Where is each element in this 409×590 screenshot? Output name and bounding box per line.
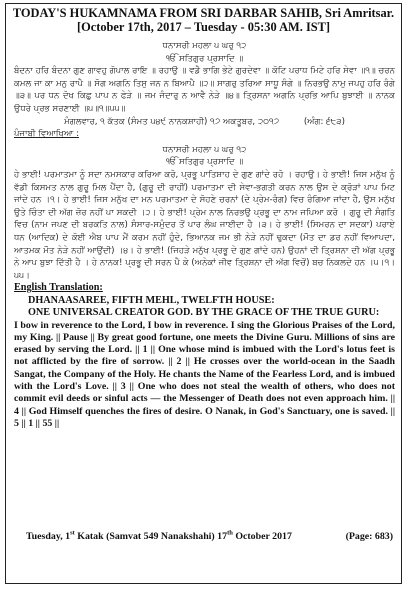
gurbani-text: ਬੰਦਨਾ ਹਰਿ ਬੰਦਨਾ ਗੁਣ ਗਾਵਹੁ ਗੋਪਾਲ ਰਾਇ ॥ ਰਹਾਉ ॥ ਵਡੈ ਭਾਗਿ ਭੇਟੇ ਗੁਰਦੇਵਾ ॥ ਕੋਟਿ ਪਰਾਧ ਮਿਟੇ ਹਰਿ ਸੇਵਾ ॥੧॥ ਚਰਨ ਕਮਲ ਜਾ ਕਾ ਮਨੁ ਰਾਪੈ ॥ ਸੋਗ ਅਗਨਿ ਤਿਸੁ ਜਨ ਨ ਬਿਆਪੈ ॥੨॥ ਸਾਗਰੁ ਤਰਿਆ ਸਾਧੂ ਸੰਗੇ ॥ ਨਿਰਭਉ ਨਾਮੁ ਜਪਹੁ ਹਰਿ ਰੰਗੇ ॥੩॥ ਪਰ ਧਨ ਦੋਖ ਕਿਛੁ ਪਾਪ ਨ ਫੇੜੇ ॥ ਜਮ ਜੰਦਾਰੁ ਨ ਆਵੈ ਨੇੜੇ ॥੪॥ ਤ੍ਰਿਸਨਾ ਅਗਨਿ ਪ੍ਰਭਿ ਆਪਿ ਬੁਝਾਈ ॥ ਨਾਨਕ ਉਧਰੇ ਪ੍ਰਭ ਸਰਣਾਈ ॥੫॥੧॥੫੫॥ xyxy=(14,66,395,114)
punjabi-mool-mantar: ੴ ਸਤਿਗੁਰ ਪ੍ਰਸਾਦਿ ॥ xyxy=(165,157,244,168)
content xyxy=(14,40,395,430)
english-invocation: ONE UNIVERSAL CREATOR GOD. BY THE GRACE OF THE TRUE GURU: xyxy=(28,307,380,319)
footer xyxy=(14,531,393,543)
gurbani-date-line xyxy=(14,116,395,129)
english-text: I bow in reverence to the Lord, I bow in reverence. I sing the Glorious Praises of the Lord, my King. || Pause || By great good fortune, one meets the Divine Guru. Millions of sins are erased by serving the Lord. || 1 || One whose mind is imbued with the Lord's lotus feet is not afflicted by the fire of sorrow. || 2 || He crosses over the world-ocean in the Saadh Sangat, the Company of the Holy. He chants the Name of the Fearless Lord, and is imbued with the Lord's Love. || 3 || One who does not steal the wealth of others, who does not commit evil deeds or sinful acts — the Messenger of Death does not even approach him. || 4 || God Himself quenches the fires of desire. O Nanak, in God's Sanctuary, one is saved. || 5 || 1 || 55 || xyxy=(14,319,395,429)
punjabi-heading: ਧਨਾਸਰੀ ਮਹਲਾ ੫ ਘਰੁ ੧੨ xyxy=(162,144,247,155)
footer-date: Tuesday, 1st Katak (Samvat 549 Nanakshahi) 17th October 2017 xyxy=(26,529,292,542)
gurbani-heading: ਧਨਾਸਰੀ ਮਹਲਾ ੫ ਘਰੁ ੧੨ xyxy=(162,41,247,51)
gurbani-date: ਮੰਗਲਵਾਰ, ੧ ਕੱਤਕ (ਸੰਮਤ ੫੪੯ ਨਾਨਕਸ਼ਾਹੀ) ੧੭ ਅਕਤੂਬਰ, ੨੦੧੭ xyxy=(64,116,280,127)
english-label: English Translation: xyxy=(14,282,103,294)
gurbani-ang: (ਅੰਗ: ੬੮੩) xyxy=(303,116,345,127)
punjabi-label: ਪੰਜਾਬੀ ਵਿਆਖਿਆ : xyxy=(14,129,79,140)
gurbani-mool-mantar: ੴ ਸਤਿਗੁਰ ਪ੍ਰਸਾਦਿ ॥ xyxy=(165,53,244,64)
page-subtitle: [October 17th, 2017 – Tuesday - 05:30 AM. IST] xyxy=(76,20,331,34)
header xyxy=(6,6,401,34)
english-heading: DHANAASAREE, FIFTH MEHL, TWELFTH HOUSE: xyxy=(28,294,275,306)
hukamnama-frame xyxy=(5,3,402,584)
footer-page: (Page: 683) xyxy=(345,531,393,542)
page-title: TODAY'S HUKAMNAMA FROM SRI DARBAR SAHIB, Sri Amritsar. xyxy=(12,6,395,20)
punjabi-text: ਹੇ ਭਾਈ! ਪਰਮਾਤਮਾ ਨੂੰ ਸਦਾ ਨਮਸਕਾਰ ਕਰਿਆ ਕਰੋ, ਪ੍ਰਭੂ ਪਾਤਿਸ਼ਾਹ ਦੇ ਗੁਣ ਗਾਂਦੇ ਰਹੋ । ਰਹਾਉ। ਹੇ ਭਾਈ! ਜਿਸ ਮਨੁੱਖ ਨੂੰ ਵੱਡੀ ਕਿਸਮਤ ਨਾਲ ਗੁਰੂ ਮਿਲ ਪੈਂਦਾ ਹੈ, (ਗੁਰੂ ਦੀ ਰਾਹੀਂ) ਪਰਮਾਤਮਾ ਦੀ ਸੇਵਾ-ਭਗਤੀ ਕਰਨ ਨਾਲ ਉਸ ਦੇ ਕ੍ਰੋੜਾਂ ਪਾਪ ਮਿਟ ਜਾਂਦੇ ਹਨ ।੧। ਹੇ ਭਾਈ! ਜਿਸ ਮਨੁੱਖ ਦਾ ਮਨ ਪਰਮਾਤਮਾ ਦੇ ਸੋਹਣੇ ਚਰਨਾਂ (ਦੇ ਪ੍ਰੇਮ-ਰੰਗ) ਵਿਚ ਰੰਗਿਆ ਜਾਂਦਾ ਹੈ, ਉਸ ਮਨੁੱਖ ਉਤੇ ਚਿੰਤਾ ਦੀ ਅੱਗ ਜ਼ੋਰ ਨਹੀਂ ਪਾ ਸਕਦੀ ।੨। ਹੇ ਭਾਈ! ਪ੍ਰੇਮ ਨਾਲ ਨਿਰਭਉ ਪ੍ਰਭੂ ਦਾ ਨਾਮ ਜਪਿਆ ਕਰੋ । ਗੁਰੂ ਦੀ ਸੰਗਤਿ ਵਿਚ (ਨਾਮ ਜਪਣ ਦੀ ਬਰਕਤਿ ਨਾਲ) ਸੰਸਾਰ-ਸਮੁੰਦਰ ਤੋਂ ਪਾਰ ਲੰਘ ਜਾਈਦਾ ਹੈ ।੩। ਹੇ ਭਾਈ! (ਸਿਮਰਨ ਦਾ ਸਦਕਾ) ਪਰਾਏ ਧਨ (ਆਦਿਕ) ਦੇ ਕੋਈ ਐਬ ਪਾਪ ਮੈਂ ਕਰਮ ਨਹੀਂ ਹੁੰਦੇ, ਭਿਆਨਕ ਜਮ ਭੀ ਨੇੜੇ ਨਹੀਂ ਢੁਕਦਾ (ਮੌਤ ਦਾ ਡਰ ਨਹੀਂ ਵਿਆਪਦਾ, ਆਤਮਕ ਮੌਤ ਨੇੜੇ ਨਹੀਂ ਆਉਂਦੀ) ।੪। ਹੇ ਭਾਈ! (ਜਿਹੜੇ ਮਨੁੱਖ ਪ੍ਰਭੂ ਦੇ ਗੁਣ ਗਾਂਦੇ ਹਨ) ਉਹਨਾਂ ਦੀ ਤ੍ਰਿਸ਼ਨਾ ਦੀ ਅੱਗ ਪ੍ਰਭੂ ਨੇ ਆਪ ਬੁਝਾ ਦਿੱਤੀ ਹੈ । ਹੇ ਨਾਨਕ! ਪ੍ਰਭੂ ਦੀ ਸਰਨ ਪੈ ਕੇ (ਅਨੇਕਾਂ ਜੀਵ ਤ੍ਰਿਸ਼ਨਾ ਦੀ ਅੱਗ ਵਿਚੋਂ) ਬਚ ਨਿਕਲਦੇ ਹਨ ।੫।੧।੫੫। xyxy=(14,169,395,281)
